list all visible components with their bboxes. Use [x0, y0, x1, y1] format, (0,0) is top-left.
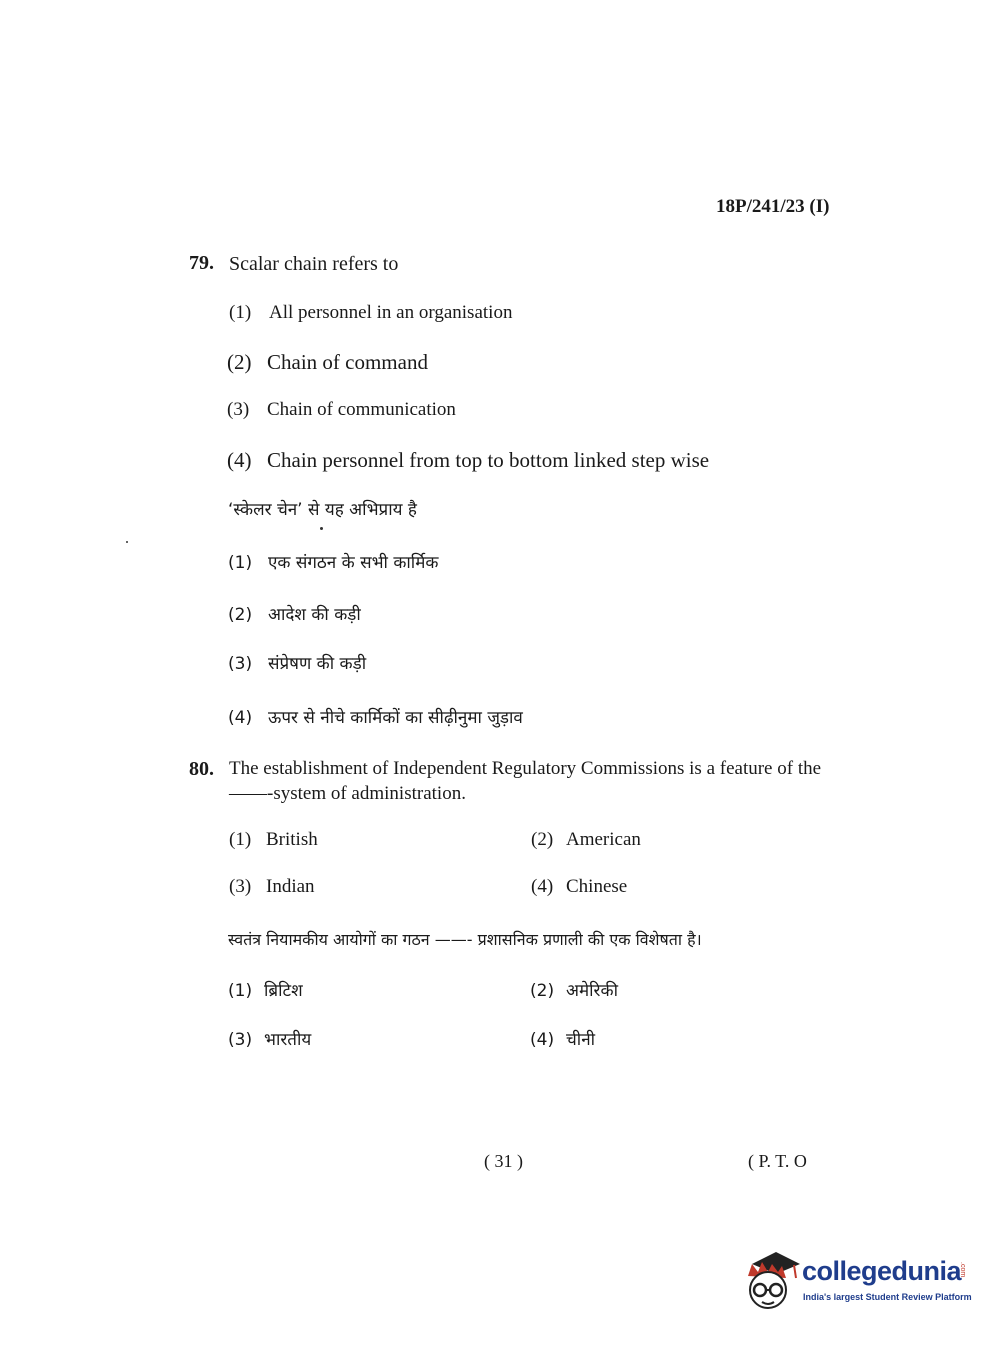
q79-option-en-2 [227, 350, 428, 375]
option-text: अमेरिकी [566, 981, 618, 1001]
option-text: चीनी [566, 1030, 596, 1050]
q79-option-hi-1 [228, 550, 438, 573]
q80-option-en-3 [229, 876, 315, 898]
option-number: (4) [530, 1030, 555, 1050]
q79-option-en-3 [227, 399, 456, 421]
q80-option-hi-1 [228, 978, 303, 1001]
stray-mark [320, 527, 323, 530]
question-80-number: 80. [189, 758, 214, 780]
option-number: (2) [228, 605, 253, 625]
q80-option-hi-2 [530, 978, 618, 1001]
question-79-text: Scalar chain refers to [229, 253, 399, 275]
option-number: (2) [531, 829, 554, 850]
page-number: ( 31 ) [484, 1151, 523, 1171]
option-number: (2) [530, 981, 555, 1001]
question-80-text-line2: ——-system of administration. [229, 783, 466, 804]
q79-option-hi-2 [228, 602, 361, 625]
option-number: (3) [229, 876, 252, 897]
stray-mark [126, 541, 128, 543]
option-text: भारतीय [264, 1030, 312, 1050]
question-80-text-line1: The establishment of Independent Regulatory Commissions is a feature of the [229, 758, 822, 779]
q79-option-en-1 [229, 302, 512, 324]
option-number: (1) [229, 829, 252, 850]
q80-option-en-1 [229, 829, 318, 851]
q79-option-hi-3 [228, 651, 366, 674]
option-number: (4) [228, 708, 253, 728]
option-number: (1) [228, 981, 253, 1001]
option-number: (3) [227, 399, 250, 420]
q80-option-en-2 [531, 829, 641, 851]
pto-label: ( P. T. O [748, 1151, 807, 1171]
option-text: American [566, 829, 641, 850]
option-text: Chain personnel from top to bottom linked step wise [267, 448, 710, 472]
option-text: Chain of communication [267, 399, 456, 420]
option-text: संप्रेषण की कड़ी [268, 654, 367, 674]
option-number: (1) [228, 553, 253, 573]
option-number: (1) [229, 302, 252, 323]
q79-option-en-4 [227, 448, 709, 473]
logo-tagline: India's largest Student Review Platform [803, 1292, 972, 1302]
option-number: (4) [531, 876, 554, 897]
q80-option-en-4 [531, 876, 627, 898]
option-text: Indian [266, 876, 315, 897]
option-text: ऊपर से नीचे कार्मिकों का सीढ़ीनुमा जुड़ाव [268, 708, 523, 728]
collegedunia-logo [742, 1250, 972, 1320]
option-number: (2) [227, 350, 252, 374]
option-number: (3) [228, 1030, 253, 1050]
mascot-icon [742, 1250, 800, 1312]
option-text: British [266, 829, 318, 850]
q80-option-hi-4 [530, 1027, 595, 1050]
option-text: Chain of command [267, 350, 428, 374]
option-text: Chinese [566, 876, 628, 897]
question-79-number: 79. [189, 252, 214, 274]
question-80-text-hindi: स्वतंत्र नियामकीय आयोगों का गठन ——- प्रशासनिक प्रणाली की एक विशेषता है। [228, 930, 702, 949]
option-text: All personnel in an organisation [269, 302, 513, 323]
q80-option-hi-3 [228, 1027, 311, 1050]
paper-code: 18P/241/23 (I) [716, 196, 830, 217]
logo-suffix: .com [959, 1262, 966, 1278]
option-text: आदेश की कड़ी [268, 605, 361, 625]
question-79-text-hindi: ‘स्केलर चेन’ से यह अभिप्राय है [228, 500, 417, 520]
option-number: (4) [227, 448, 252, 472]
option-text: ब्रिटिश [264, 981, 303, 1001]
logo-name: collegedunia [802, 1256, 962, 1286]
option-text: एक संगठन के सभी कार्मिक [268, 553, 439, 573]
q79-option-hi-4 [228, 705, 523, 728]
option-number: (3) [228, 654, 253, 674]
